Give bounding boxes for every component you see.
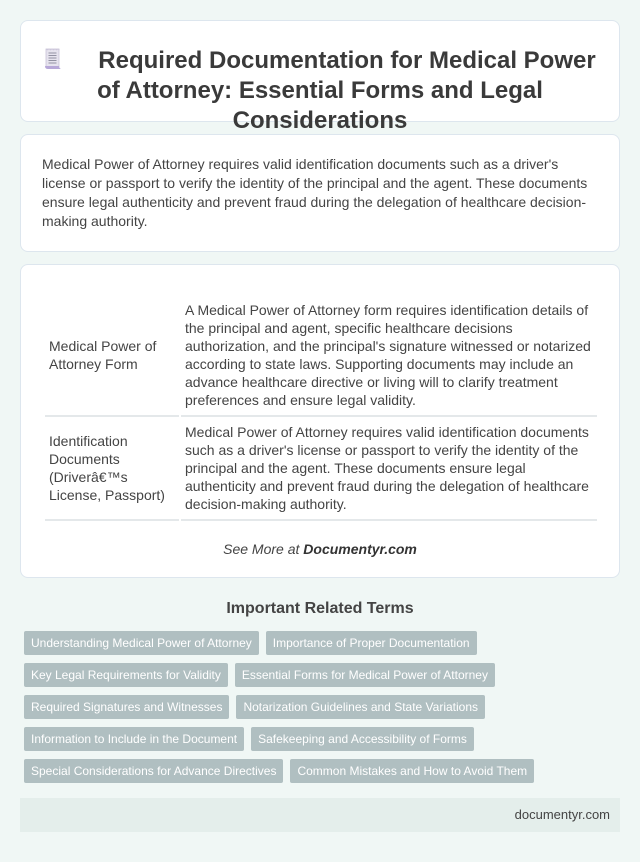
term-cell: Identification Documents (Driverâ€™s License, Passport): [45, 417, 179, 521]
footer: [20, 798, 620, 832]
related-term-tag[interactable]: Importance of Proper Documentation: [266, 631, 477, 655]
table-row: [45, 417, 597, 521]
related-term-tag[interactable]: Notarization Guidelines and State Variations: [236, 695, 485, 719]
related-terms-list: [24, 631, 624, 791]
tag-row: [24, 759, 624, 783]
related-term-tag[interactable]: Understanding Medical Power of Attorney: [24, 631, 259, 655]
description-cell: A Medical Power of Attorney form requires identification details of the principal and agent, specific healthcare decisions authorization, and the principal's signature witnessed or notarized according to state laws. Supporting documents may include an advance healthcare directive or living will to clarify treatment preferences and ensure legal validity.: [181, 295, 597, 417]
summary-card: [20, 134, 620, 252]
related-term-tag[interactable]: Common Mistakes and How to Avoid Them: [290, 759, 534, 783]
summary-text: Medical Power of Attorney requires valid identification documents such as a driver's license or passport to verify the identity of the principal and the agent. These documents ensure legal authenticity and prevent fraud during the delegation of healthcare decision-making authority.: [42, 156, 588, 229]
see-more: [21, 541, 619, 557]
tag-row: [24, 695, 624, 719]
see-more-prefix: See More at: [223, 541, 304, 557]
tag-row: [24, 663, 624, 687]
page-title: [21, 46, 619, 136]
table-row: [45, 295, 597, 417]
tag-row: [24, 631, 624, 655]
tag-row: [24, 727, 624, 751]
related-term-tag[interactable]: Required Signatures and Witnesses: [24, 695, 229, 719]
related-term-tag[interactable]: Key Legal Requirements for Validity: [24, 663, 228, 687]
related-term-tag[interactable]: Safekeeping and Accessibility of Forms: [251, 727, 474, 751]
related-term-tag[interactable]: Essential Forms for Medical Power of Attorney: [235, 663, 495, 687]
related-term-tag[interactable]: Information to Include in the Document: [24, 727, 244, 751]
footer-site-link[interactable]: documentyr.com: [514, 807, 610, 822]
title-card: [20, 20, 620, 134]
term-cell: Medical Power of Attorney Form: [45, 295, 179, 417]
related-terms-title: Important Related Terms: [226, 600, 414, 617]
see-more-link[interactable]: Documentyr.com: [303, 541, 417, 557]
related-term-tag[interactable]: Special Considerations for Advance Directives: [24, 759, 283, 783]
description-cell: Medical Power of Attorney requires valid identification documents such as a driver's license or passport to verify the identity of the principal and the agent. These documents ensure legal authenticity and prevent fraud during the delegation of healthcare decision-making authority.: [181, 417, 597, 521]
details-card: [20, 264, 620, 578]
details-table: [43, 295, 599, 521]
page-title-text: Required Documentation for Medical Power of Attorney: Essential Forms and Legal Considerations: [97, 47, 596, 134]
document-scroll-icon: [44, 48, 62, 70]
